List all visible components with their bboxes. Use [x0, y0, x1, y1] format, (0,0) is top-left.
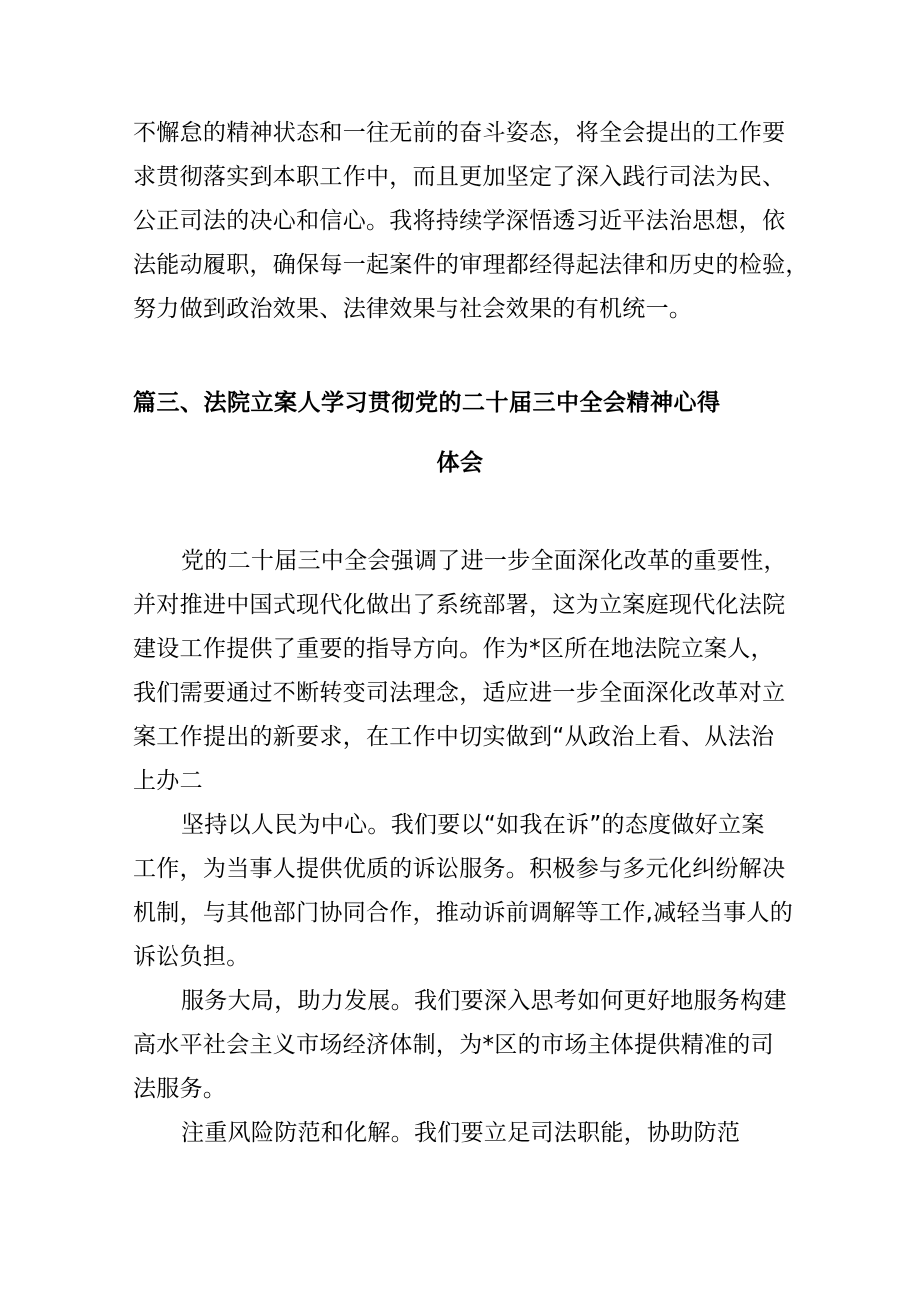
paragraph-line: 求贯彻落实到本职工作中，而且更加坚定了深入践行司法为民、 [133, 164, 786, 190]
paragraph-line: 注重风险防范和化解。我们要立足司法职能，协助防范 [181, 1120, 741, 1146]
paragraph-line: 法能动履职，确保每一起案件的审理都经得起法律和历史的检验， [133, 252, 809, 278]
section-heading-line-2: 体会 [436, 450, 484, 476]
paragraph-line: 坚持以人民为中心。我们要以“如我在诉”的态度做好立案 [181, 812, 765, 838]
paragraph-line: 工作，为当事人提供优质的诉讼服务。积极参与多元化纠纷解决 [133, 856, 786, 882]
paragraph-line: 公正司法的决心和信心。我将持续学深悟透习近平法治思想，依 [133, 208, 786, 234]
paragraph-line: 党的二十届三中全会强调了进一步全面深化改革的重要性， [181, 548, 787, 574]
section-heading-line-1: 篇三、法院立案人学习贯彻党的二十届三中全会精神心得 [133, 390, 721, 416]
paragraph-line: 我们需要通过不断转变司法理念，适应进一步全面深化改革对立 [133, 680, 786, 706]
paragraph-line: 上办二 [133, 768, 203, 794]
paragraph-line: 诉讼负担。 [133, 944, 250, 970]
paragraph-line: 不懈怠的精神状态和一往无前的奋斗姿态，将全会提出的工作要 [133, 120, 786, 146]
paragraph-line: 建设工作提供了重要的指导方向。作为*区所在地法院立案人， [133, 636, 774, 662]
paragraph-line: 服务大局，助力发展。我们要深入思考如何更好地服务构建 [181, 988, 787, 1014]
paragraph-line: 并对推进中国式现代化做出了系统部署，这为立案庭现代化法院 [133, 592, 786, 618]
paragraph-line: 法服务。 [133, 1076, 227, 1102]
paragraph-line: 机制，与其他部门协同合作，推动诉前调解等工作,减轻当事人的 [133, 900, 794, 926]
paragraph-line: 努力做到政治效果、法律效果与社会效果的有机统一。 [133, 296, 693, 322]
paragraph-line: 高水平社会主义市场经济体制，为*区的市场主体提供精准的司 [133, 1032, 774, 1058]
paragraph-line: 案工作提出的新要求，在工作中切实做到“从政治上看、从法治 [133, 724, 775, 750]
